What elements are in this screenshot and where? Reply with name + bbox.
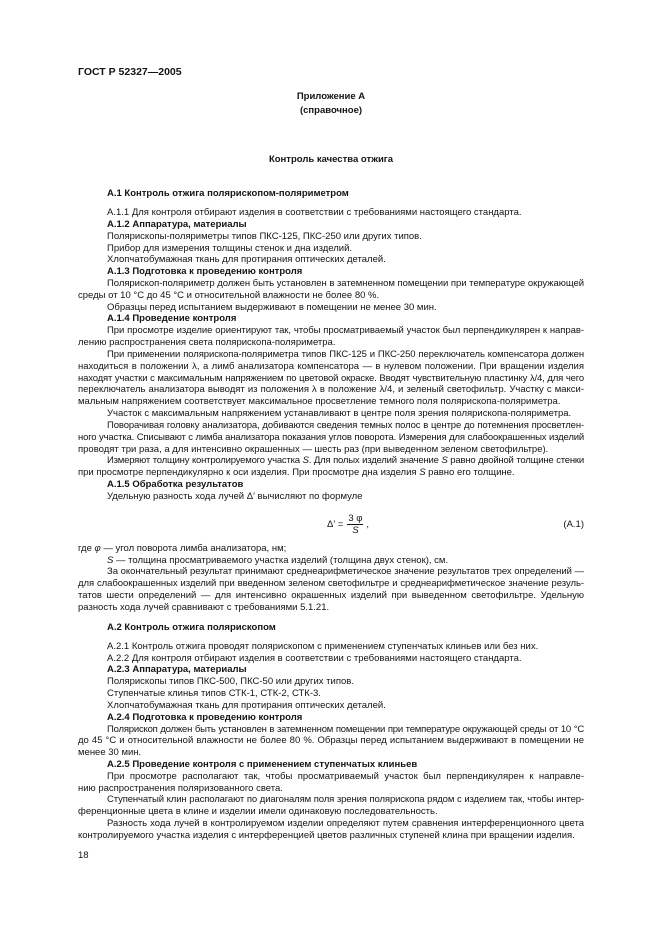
formula-a1	[78, 513, 584, 537]
clause-heading: А.1.2 Аппаратура, материалы	[107, 218, 247, 230]
paragraph-line	[78, 555, 584, 567]
equipment-item: Прибор для измерения толщины стенок и дна изделий.	[107, 242, 353, 254]
paragraph-line: нию распространения поляризованного света.	[78, 782, 283, 794]
annex-body	[78, 188, 584, 842]
text-segment: равно двойной толщине стенки	[447, 455, 584, 467]
paragraph-line: Удельную разность хода лучей Δ′ вычисляют по формуле	[107, 490, 363, 502]
clause-text: А.2.1 Контроль отжига проводят полярископом с применением ступенчатых клиньев или без них.	[107, 640, 539, 652]
paragraph-line: среды от 10 °С до 45 °С и относительной влажности не более 80 %.	[78, 289, 380, 301]
paragraph-line: татов шести определений — для интенсивно окрашенных изделий при выведенном светофильтре. Удельную	[78, 590, 584, 602]
clause-heading: А.2.4 Подготовка к проведению контроля	[107, 711, 303, 723]
paragraph-line: мальным напряжением соответствует максимальное просветление темного поля полярископа-поляриметра.	[78, 396, 561, 408]
page-number: 18	[78, 850, 89, 861]
variable-s: S	[419, 467, 426, 479]
paragraph-line: Поворачивая головку анализатора, добиваются сведения темных полос в центре до потемнения просветлен-	[107, 419, 584, 431]
paragraph-line: проводят три раза, а для интенсивно окрашенных — шесть раз (при выведенном зеленом светофильтре).	[78, 443, 549, 455]
paragraph-line: менее 30 мин.	[78, 747, 142, 759]
clause-heading: А.2.3 Аппаратура, материалы	[107, 664, 247, 676]
clause-text: А.1.1 Для контроля отбирают изделия в соответствии с требованиями настоящего стандарта.	[107, 207, 522, 219]
variable-s: S	[107, 554, 114, 566]
equipment-item: Полярископы типов ПКС-500, ПКС-50 или других типов.	[107, 676, 354, 688]
paragraph-line: до 45 °С и относительной влажности не более 80 %. Образцы перед испытанием выдерживают в помещении не	[78, 735, 584, 747]
paragraph-line: Полярископ-поляриметр должен быть установлен в затемненном помещении при температуре окружающей	[107, 277, 584, 289]
formula-expression	[327, 513, 369, 537]
variable-phi: φ	[94, 542, 101, 554]
section-heading: А.2 Контроль отжига полярископом	[107, 621, 276, 633]
section-a2	[78, 622, 584, 842]
text-segment: Измеряют толщину контролируемого участка	[107, 455, 303, 467]
paragraph-line: контролируемого участка изделия с интерференцией цветов различных ступеней клина при вращении изделия.	[78, 829, 575, 841]
equipment-item: Полярископы-поляриметры типов ПКС-125, ПКС-250 или других типов.	[107, 230, 422, 242]
equation-number: (А.1)	[563, 518, 584, 530]
paragraph-line: разность хода лучей сравнивают с требованиями 5.1.21.	[78, 601, 330, 613]
paragraph-line: При просмотре изделие ориентируют так, чтобы просматриваемый участок был перпендикулярен к направ-	[107, 325, 584, 337]
clause-heading: А.1.3 Подготовка к проведению контроля	[107, 266, 303, 278]
text-segment: равно его толщине.	[425, 467, 515, 479]
paragraph-line: За окончательный результат принимают среднеарифметическое значение результатов трех определений —	[107, 566, 584, 578]
clause-heading: А.1.4 Проведение контроля	[107, 313, 237, 325]
paragraph-line: для слабоокрашенных изделий при введенном зеленом светофильтре и среднеарифметическое значение резуль-	[78, 578, 584, 590]
paragraph-line: Полярископ должен быть установлен в затемненном помещении при температуре окружающей среды от 10 °С	[107, 723, 584, 735]
standard-designation: ГОСТ Р 52327—2005	[78, 66, 182, 78]
paragraph-line	[78, 455, 584, 467]
paragraph-line: находиться в положении λ, а лимб анализатора компенсатора — в нулевом положении. При вращении изделия	[78, 360, 584, 372]
text-segment: — угол поворота лимба анализатора, нм;	[100, 542, 287, 554]
annex-title: Контроль качества отжига	[268, 154, 394, 165]
variable-s: S	[441, 455, 448, 467]
section-a1	[78, 188, 584, 614]
formula-tail: ,	[366, 518, 370, 530]
paragraph-line	[78, 467, 584, 479]
formula-lhs: Δ′ =	[327, 518, 344, 530]
section-heading: А.1 Контроль отжига полярископом-поляриметром	[107, 188, 349, 199]
paragraph-line: ференционные цвета в клине и изделии имели одинаковую последовательность.	[78, 806, 438, 818]
text-segment: . Для полых изделий значение	[308, 455, 442, 467]
annex-label: Приложение А	[296, 91, 366, 102]
paragraph-line: Ступенчатый клин располагают по диагоналям поля зрения полярископа рядом с изделием так, чтобы интер-	[107, 794, 584, 806]
formula-denominator: S	[352, 525, 359, 537]
paragraph-line	[78, 543, 584, 555]
formula-numerator: 3 φ	[348, 513, 363, 525]
paragraph-line: находят участки с максимальным напряжением по цветовой окраске. Вводят чувствительную пластинку λ/4, для чего	[78, 372, 584, 384]
paragraph-line: При применении полярископа-поляриметра типов ПКС-125 и ПКС-250 переключатель компенсатора должен	[107, 348, 584, 360]
equipment-item: Хлопчатобумажная ткань для протирания оптических деталей.	[107, 254, 386, 266]
text-segment: где	[78, 542, 95, 554]
variable-s: S	[302, 455, 309, 467]
paragraph-line: ного участка. Списывают с лимба анализатора показания углов поворота. Измерения для слабоокрашенных изделий	[78, 431, 584, 443]
paragraph-line: При просмотре располагают так, чтобы просматриваемый участок был перпендикулярен к направле-	[107, 770, 584, 782]
paragraph-line: Образцы перед испытанием выдерживают в помещении не менее 30 мин.	[107, 301, 437, 313]
text-segment: — толщина просматриваемого участка изделий (толщина двух стенок), см.	[113, 554, 449, 566]
paragraph-line: лению распространения света полярископа-поляриметра.	[78, 337, 336, 349]
clause-heading: А.2.5 Проведение контроля с применением ступенчатых клиньев	[107, 758, 418, 770]
clause-heading: А.1.5 Обработка результатов	[107, 479, 244, 491]
clause-text: А.2.2 Для контроля отбирают изделия в соответствии с требованиями настоящего стандарта.	[107, 652, 522, 664]
paragraph-line: Разность хода лучей в контролируемом изделии определяют путем сравнения интерференционного цвета	[107, 818, 584, 830]
formula-fraction	[347, 513, 363, 536]
paragraph-line: Участок с максимальным напряжением устанавливают в центре поля зрения полярископа-поляриметра.	[107, 408, 572, 420]
equipment-item: Ступенчатые клинья типов СТК-1, СТК-2, СТК-3.	[107, 688, 321, 700]
equipment-item: Хлопчатобумажная ткань для протирания оптических деталей.	[107, 699, 386, 711]
paragraph-line: переключатель анализатора выводят из положения λ в положение λ/4, и зеленый светофильтр. Участку с макси-	[78, 384, 584, 396]
text-segment: при просмотре перпендикулярно к оси изделия. При просмотре дна изделия	[78, 467, 420, 479]
annex-note: (справочное)	[299, 105, 363, 116]
